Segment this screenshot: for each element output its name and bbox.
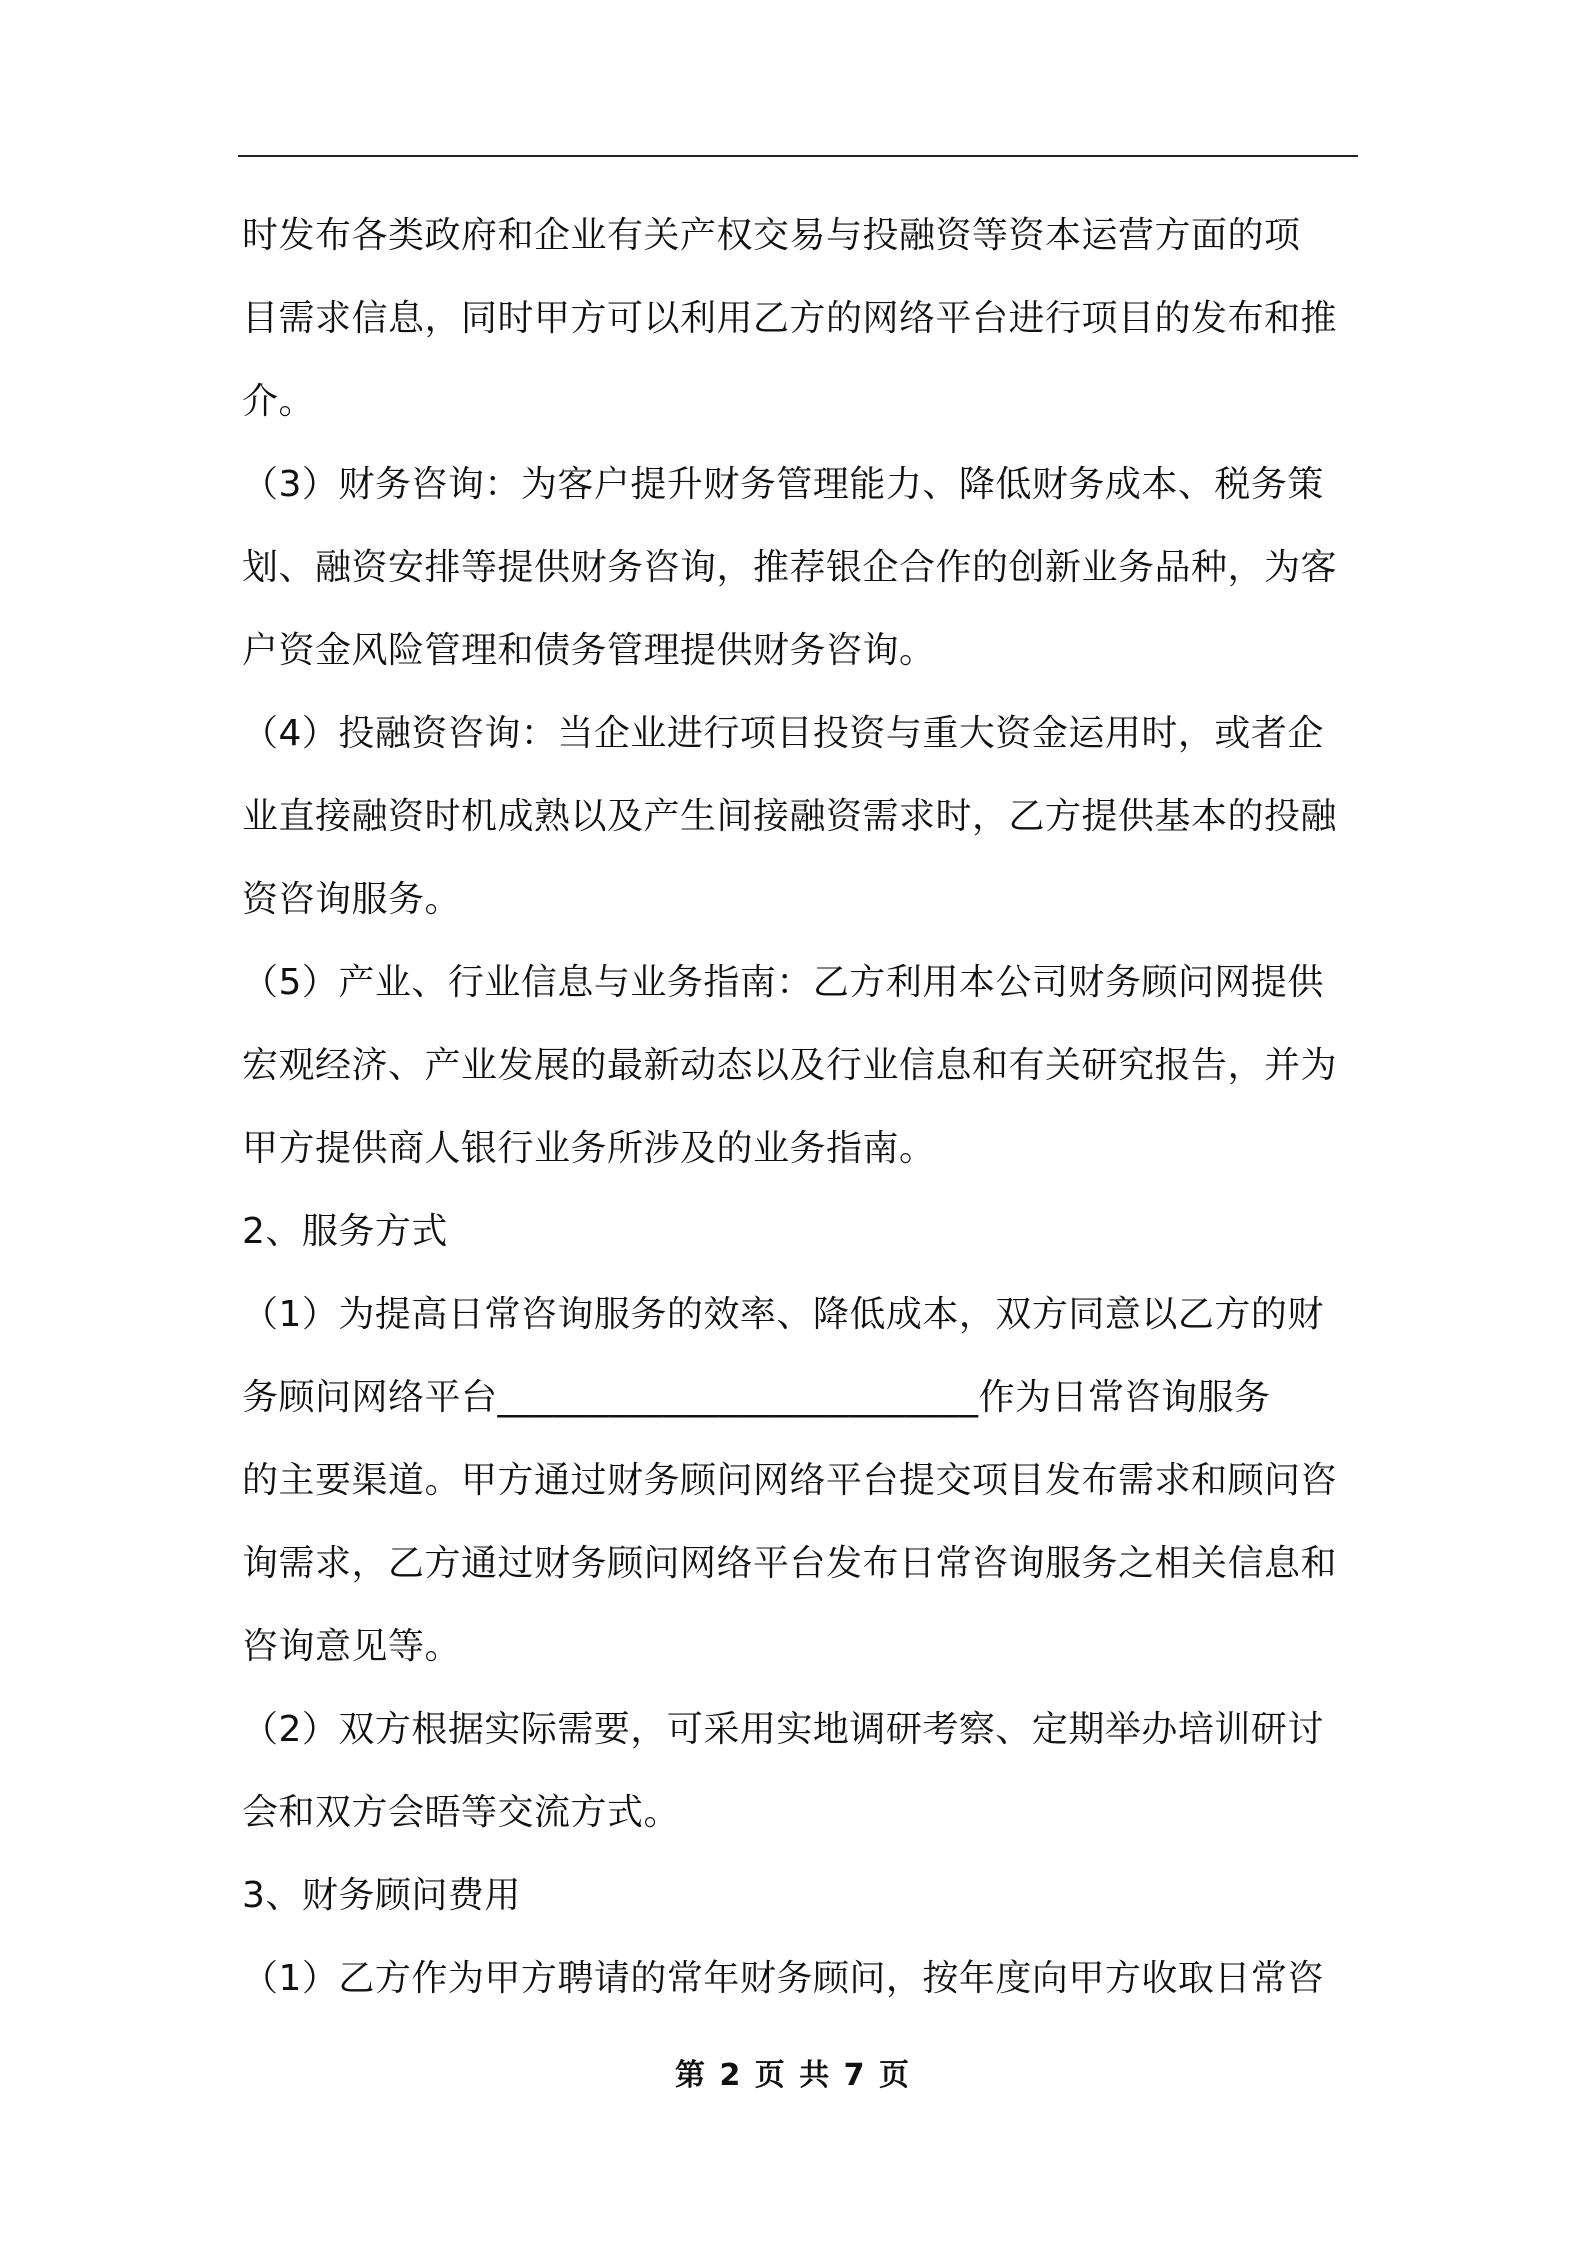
text-line: 甲方提供商人银行业务所涉及的业务指南。 xyxy=(242,1128,936,1169)
text-line: 务顾问网络平台__________________________作为日常咨询服务 xyxy=(242,1377,1271,1418)
text-line: 会和双方会晤等交流方式。 xyxy=(242,1792,681,1833)
text-line: 的主要渠道。甲方通过财务顾问网络平台提交项目发布需求和顾问咨 xyxy=(242,1460,1338,1501)
page-number: 第 2 页 共 7 页 xyxy=(675,2058,911,2093)
text-line: （5）产业、行业信息与业务指南：乙方利用本公司财务顾问网提供 xyxy=(242,962,1324,1003)
text-line: 业直接融资时机成熟以及产生间接融资需求时，乙方提供基本的投融 xyxy=(242,796,1338,837)
text-line: （1）为提高日常咨询服务的效率、降低成本，双方同意以乙方的财 xyxy=(242,1294,1324,1335)
section-heading: 3、财务顾问费用 xyxy=(242,1875,521,1916)
text-line: 目需求信息，同时甲方可以利用乙方的网络平台进行项目的发布和推 xyxy=(242,298,1338,339)
text-line: （3）财务咨询：为客户提升财务管理能力、降低财务成本、税务策 xyxy=(242,464,1324,505)
text-line: 户资金风险管理和债务管理提供财务咨询。 xyxy=(242,630,936,671)
text-line: （1）乙方作为甲方聘请的常年财务顾问，按年度向甲方收取日常咨 xyxy=(242,1958,1324,1999)
header-divider xyxy=(238,155,1358,157)
text-line: 介。 xyxy=(242,381,316,422)
section-heading: 2、服务方式 xyxy=(242,1211,448,1252)
text-line: （2）双方根据实际需要，可采用实地调研考察、定期举办培训研讨 xyxy=(242,1709,1324,1750)
text-line: 划、融资安排等提供财务咨询，推荐银企合作的创新业务品种，为客 xyxy=(242,547,1338,588)
text-line: 宏观经济、产业发展的最新动态以及行业信息和有关研究报告，并为 xyxy=(242,1045,1338,1086)
text-line: 咨询意见等。 xyxy=(242,1626,462,1667)
text-line: 询需求，乙方通过财务顾问网络平台发布日常咨询服务之相关信息和 xyxy=(242,1543,1338,1584)
text-line: 时发布各类政府和企业有关产权交易与投融资等资本运营方面的项 xyxy=(242,215,1301,256)
text-line: 资咨询服务。 xyxy=(242,879,462,920)
text-line: （4）投融资咨询：当企业进行项目投资与重大资金运用时，或者企 xyxy=(242,713,1324,754)
